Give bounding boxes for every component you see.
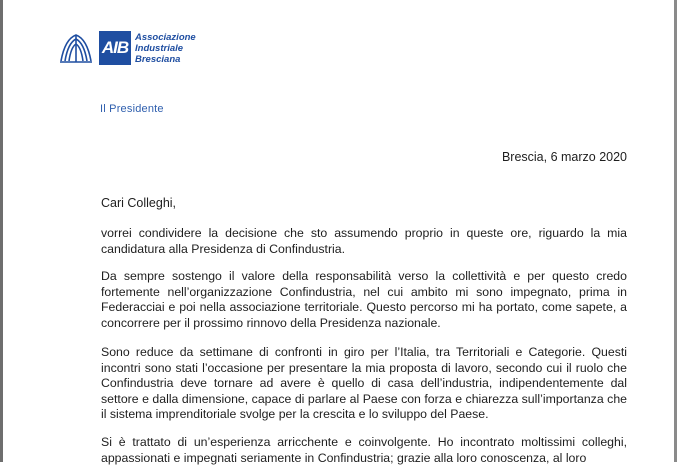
logo-line: Bresciana bbox=[135, 53, 181, 65]
place-and-date: Brescia, 6 marzo 2020 bbox=[501, 150, 627, 164]
logo-line: Associazione bbox=[135, 31, 196, 43]
logo-wordmark bbox=[135, 32, 196, 65]
letter-paragraph: vorrei condividere la decisione che sto assumendo proprio in queste ore, riguardo la mia candidatura alla Presidenza di Confindustria. bbox=[101, 226, 627, 256]
letter-paragraph: Da sempre sostengo il valore della responsabilità verso la collettività e per questo credo fortemente nell’organizzazione Confindustria, nel cui ambito mi sono impegnato, prima in Federacciai e poi nella associazione territoriale. Questo percorso mi ha portato, come sapete, a concorrere per il prossimo rinnovo della Presidenza nazionale. bbox=[101, 269, 627, 330]
logo-monogram: AIB bbox=[99, 31, 131, 65]
logo-line: Industriale bbox=[135, 42, 184, 54]
confindustria-emblem-icon bbox=[57, 29, 95, 67]
salutation: Cari Colleghi, bbox=[101, 196, 177, 210]
letter-paragraph: Si è trattato di un’esperienza arricchente e coinvolgente. Ho incontrato moltissimi colleghi, appassionati e impegnati seriamente in Confindustria; grazie alla loro conoscenza, al loro bbox=[101, 435, 627, 465]
page-edge-left bbox=[0, 0, 3, 462]
letter-paragraph: Sono reduce da settimane di confronti in giro per l’Italia, tra Territoriali e Categorie. Questi incontri sono stati l’occasione per presentare la mia proposta di lavoro, secondo cui il ruolo che Confindustria deve tornare ad avere è quello di casa dell’industria, indipendentemente dal settore e dalla dimensione, capace di parlare al Paese con forza e chiarezza sull’importanza che il sistema imprenditoriale svolge per la crescita e lo sviluppo del Paese. bbox=[101, 345, 627, 421]
association-logo bbox=[57, 28, 196, 68]
sender-role: Il Presidente bbox=[100, 103, 164, 115]
